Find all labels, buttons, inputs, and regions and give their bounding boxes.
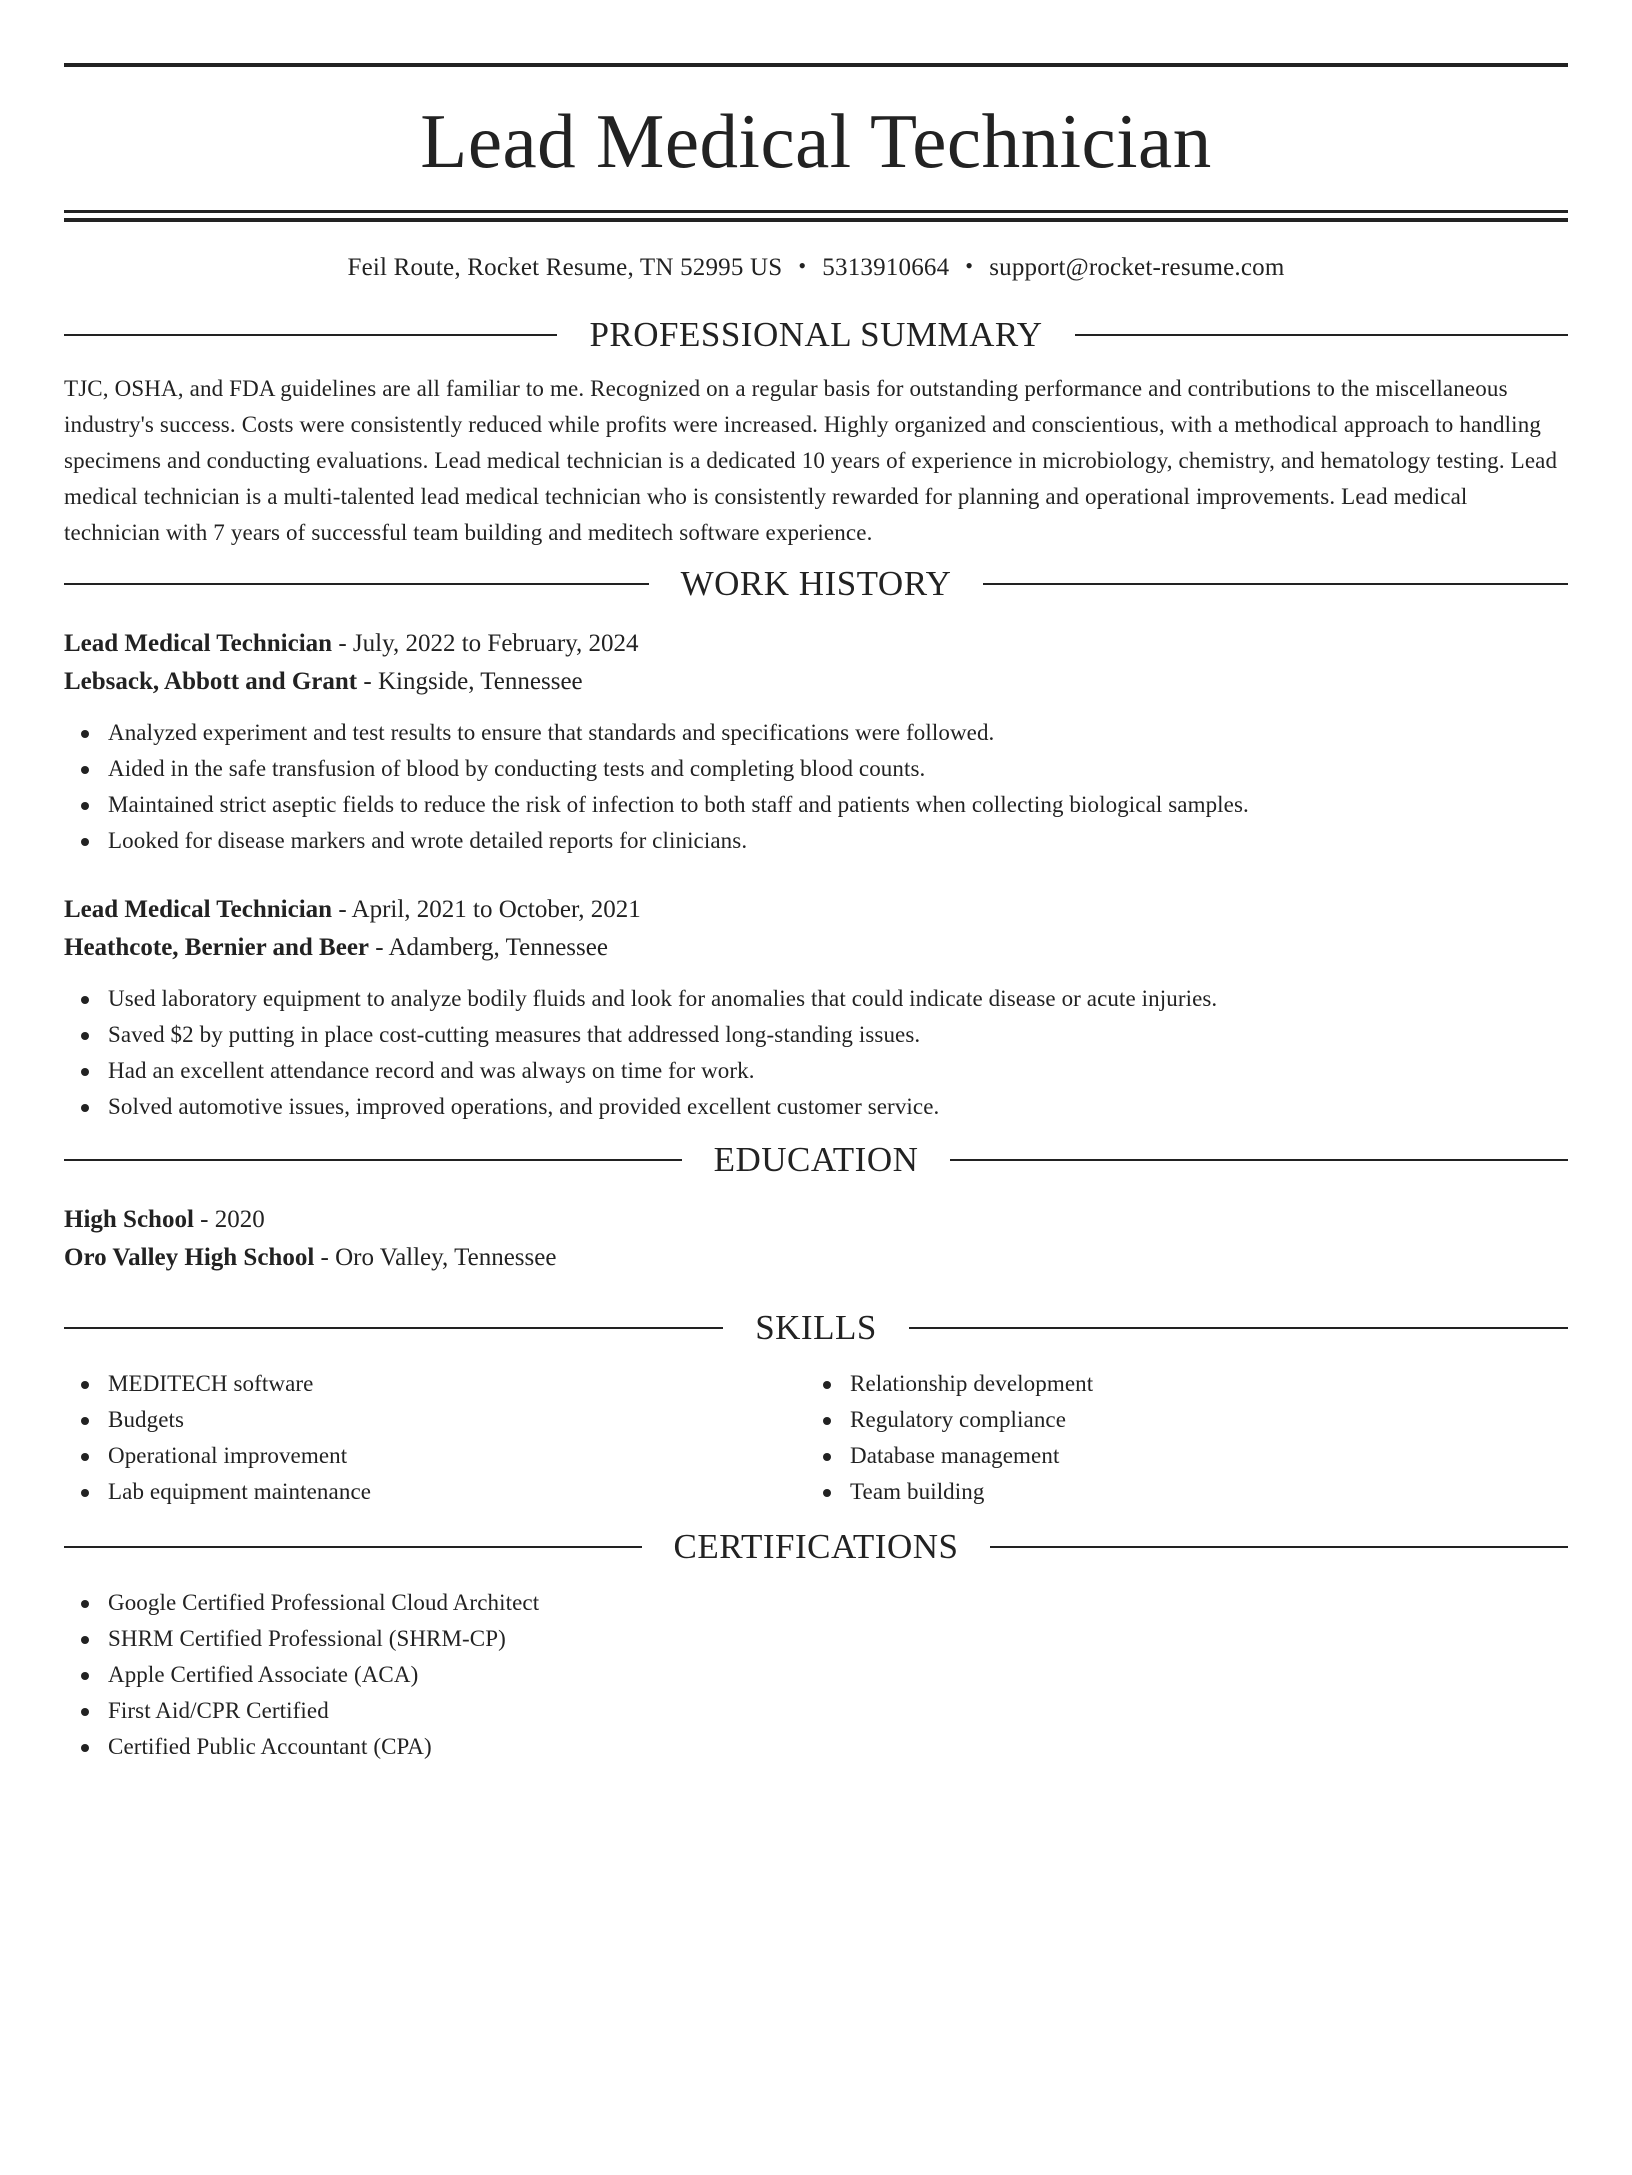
list-item: Solved automotive issues, improved operations, and provided excellent customer service. <box>108 1089 1568 1125</box>
list-item: Google Certified Professional Cloud Architect <box>108 1585 1568 1621</box>
education-school: Oro Valley High School <box>64 1244 315 1271</box>
section-title-summary: PROFESSIONAL SUMMARY <box>589 315 1043 354</box>
list-item: First Aid/CPR Certified <box>108 1693 1568 1729</box>
section-header-skills <box>64 1310 1568 1345</box>
list-item: Relationship development <box>850 1366 1548 1402</box>
summary-text: TJC, OSHA, and FDA guidelines are all familiar to me. Recognized on a regular basis for outstanding performance and contributions to the miscellaneous industry's success. Costs were consistently reduced while profits were increased. Highly organized and conscientious, with a methodical approach to handling specimens and conducting evaluations. Lead medical technician is a dedicated 10 years of experience in microbiology, chemistry, and hematology testing. Lead medical technician is a multi-talented lead medical technician who is consistently rewarded for planning and operational improvements. Lead medical technician with 7 years of successful team building and meditech software experience. <box>64 376 1558 545</box>
job-entry <box>64 891 1568 1125</box>
section-rule-left <box>64 334 557 336</box>
list-item: Apple Certified Associate (ACA) <box>108 1657 1568 1693</box>
job-entry <box>64 625 1568 859</box>
list-item: Used laboratory equipment to analyze bodily fluids and look for anomalies that could indicate disease or acute injuries. <box>108 981 1568 1017</box>
job-title-line <box>64 891 1568 929</box>
job-company-line <box>64 929 1568 967</box>
list-item: Had an excellent attendance record and was always on time for work. <box>108 1053 1568 1089</box>
job-role: Lead Medical Technician <box>64 630 333 657</box>
list-item: Certified Public Accountant (CPA) <box>108 1729 1568 1765</box>
list-item: Looked for disease markers and wrote detailed reports for clinicians. <box>108 823 1568 859</box>
education-degree-line <box>64 1201 1568 1239</box>
contact-phone[interactable]: 5313910664 <box>822 254 950 281</box>
education-year: - 2020 <box>193 1206 265 1233</box>
job-company-line <box>64 663 1568 701</box>
contact-separator: • <box>965 253 974 278</box>
section-rule-right <box>1075 334 1568 336</box>
contact-address: Feil Route, Rocket Resume, TN 52995 US <box>347 254 783 281</box>
list-item: Maintained strict aseptic fields to reduce the risk of infection to both staff and patients when collecting biological samples. <box>108 787 1568 823</box>
title-double-rule <box>64 210 1568 222</box>
skills-grid <box>64 1366 1568 1510</box>
section-rule-right <box>983 583 1568 585</box>
section-title-skills: SKILLS <box>755 1308 877 1347</box>
list-item: Database management <box>850 1438 1548 1474</box>
contact-line <box>64 255 1568 280</box>
contact-separator: • <box>798 253 807 278</box>
job-bullets <box>64 715 1568 859</box>
list-item: Saved $2 by putting in place cost-cutting measures that addressed long-standing issues. <box>108 1017 1568 1053</box>
resume-title: Lead Medical Technician <box>420 98 1212 184</box>
list-item: Operational improvement <box>108 1438 806 1474</box>
section-header-certifications <box>64 1529 1568 1564</box>
skills-right-list <box>806 1366 1548 1510</box>
job-company: Heathcote, Bernier and Beer <box>64 934 370 961</box>
list-item: Aided in the safe transfusion of blood by conducting tests and completing blood counts. <box>108 751 1568 787</box>
contact-email[interactable]: support@rocket-resume.com <box>989 254 1285 281</box>
section-rule-right <box>909 1327 1568 1329</box>
section-header-education <box>64 1142 1568 1177</box>
job-company: Lebsack, Abbott and Grant <box>64 668 358 695</box>
certifications-list <box>64 1585 1568 1765</box>
resume-page <box>0 63 1632 2175</box>
list-item: Budgets <box>108 1402 806 1438</box>
section-rule-right <box>990 1546 1568 1548</box>
list-item: Lab equipment maintenance <box>108 1474 806 1510</box>
list-item: Regulatory compliance <box>850 1402 1548 1438</box>
list-item: Team building <box>850 1474 1548 1510</box>
section-rule-left <box>64 1546 642 1548</box>
section-rule-left <box>64 583 649 585</box>
skills-left-list <box>64 1366 806 1510</box>
list-item: Analyzed experiment and test results to ensure that standards and specifications were followed. <box>108 715 1568 751</box>
education-school-line <box>64 1239 1568 1277</box>
section-title-education: EDUCATION <box>713 1140 919 1179</box>
job-dates: - July, 2022 to February, 2024 <box>332 630 639 657</box>
section-rule-right <box>950 1159 1568 1161</box>
education-degree: High School <box>64 1206 194 1233</box>
education-location: - Oro Valley, Tennessee <box>314 1244 557 1271</box>
section-title-certifications: CERTIFICATIONS <box>673 1527 959 1566</box>
section-rule-left <box>64 1159 682 1161</box>
section-header-summary <box>64 317 1568 352</box>
list-item: SHRM Certified Professional (SHRM-CP) <box>108 1621 1568 1657</box>
job-location: - Kingside, Tennessee <box>357 668 583 695</box>
section-rule-left <box>64 1327 723 1329</box>
job-title-line <box>64 625 1568 663</box>
section-title-work: WORK HISTORY <box>680 564 952 603</box>
job-dates: - April, 2021 to October, 2021 <box>332 896 641 923</box>
job-bullets <box>64 981 1568 1125</box>
list-item: MEDITECH software <box>108 1366 806 1402</box>
job-role: Lead Medical Technician <box>64 896 333 923</box>
job-location: - Adamberg, Tennessee <box>369 934 608 961</box>
education-entry <box>64 1201 1568 1277</box>
section-header-work <box>64 566 1568 601</box>
